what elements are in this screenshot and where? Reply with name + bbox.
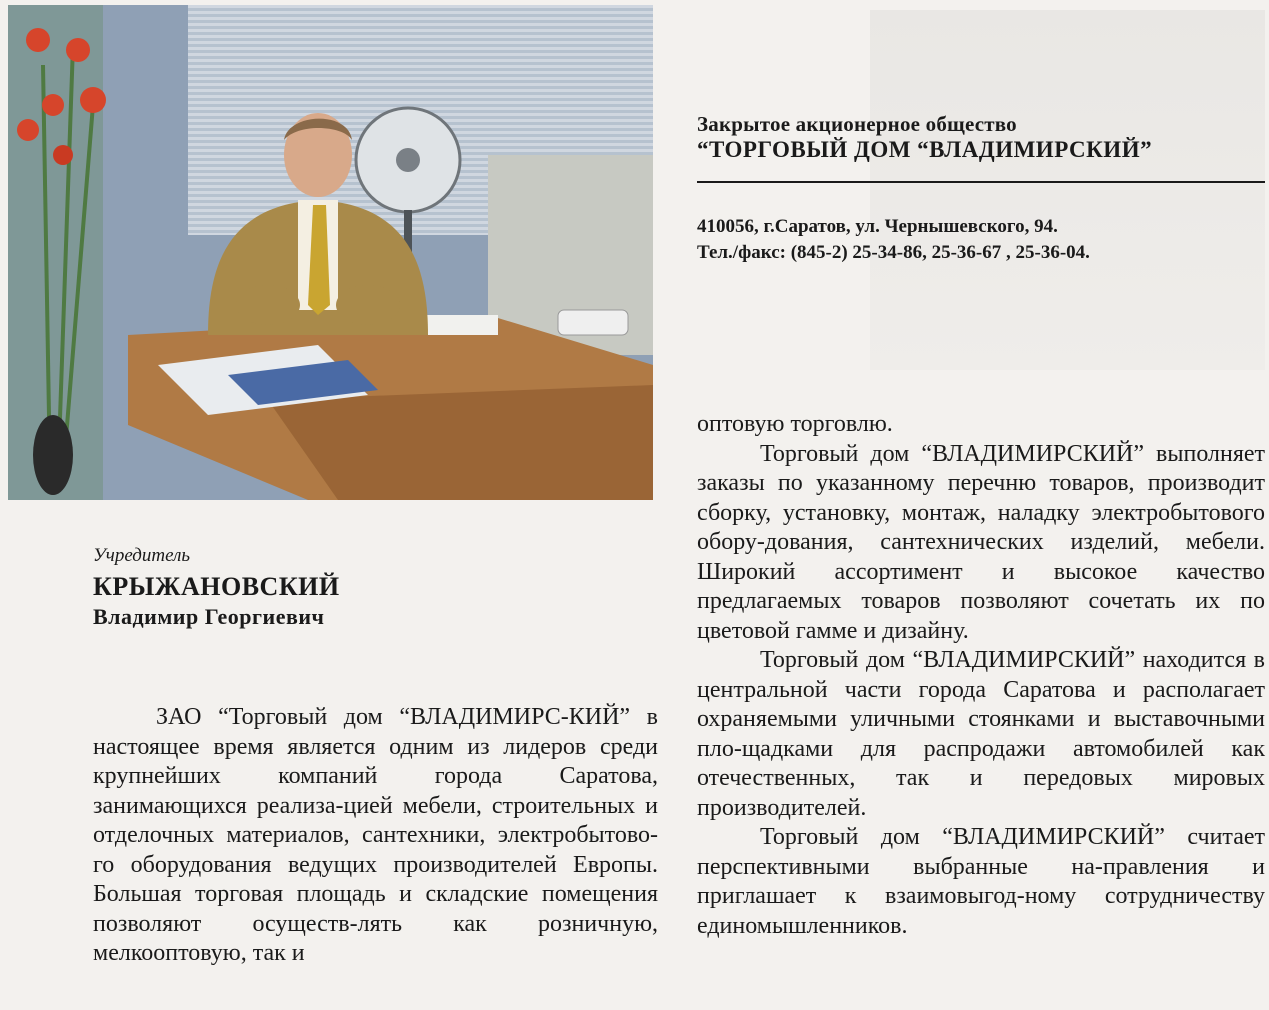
header-divider bbox=[697, 181, 1265, 183]
caption-surname: КРЫЖАНОВСКИЙ bbox=[93, 572, 340, 601]
caption-role: Учредитель bbox=[93, 545, 191, 566]
right-paragraph-2: Торговый дом “ВЛАДИМИРСКИЙ” находится в центральной части города Саратова и располагает охраняемыми уличными стоянками и выставочными пло-щадками для распродажи автомобилей как отечественных, так и передовых мировых производителей. bbox=[697, 647, 1265, 821]
left-body-paragraph: ЗАО “Торговый дом “ВЛАДИМИРС-КИЙ” в настоящее время является одним из лидеров среди крупнейших компаний города Саратова, занимающихся реализа-цией мебели, строительных и отделочных материалов, сантехники, электробытово-го оборудования ведущих производителей Европы. Большая торговая площадь и складские помещения позволяют осуществ-лять как розничную, мелкооптовую, так и bbox=[93, 704, 658, 966]
right-continuation: оптовую торговлю. bbox=[697, 411, 893, 437]
company-name: “ТОРГОВЫЙ ДОМ “ВЛАДИМИРСКИЙ” bbox=[697, 137, 1153, 162]
right-paragraph-1: Торговый дом “ВЛАДИМИРСКИЙ” выполняет заказы по указанному перечню товаров, производит сборку, установку, монтаж, наладку электробытового обору-дования, сантехнических изделий, мебели. Широкий ассортимент и высокое качество предлагаемых товаров позволяют сочетать их по цветовой гамме и дизайну. bbox=[697, 440, 1265, 644]
caption-name: Владимир Георгиевич bbox=[93, 604, 325, 629]
photo-illustration bbox=[8, 5, 653, 500]
right-body-column bbox=[697, 410, 1265, 941]
contacts-block bbox=[697, 214, 1267, 266]
bleed-through-area bbox=[870, 10, 1265, 370]
office-portrait-photo bbox=[8, 5, 653, 500]
company-type: Закрытое акционерное общество bbox=[697, 112, 1017, 136]
phone-fax: Тел./факс: (845-2) 25-34-86, 25-36-67 , 25-36-04. bbox=[697, 242, 1090, 263]
right-paragraph-3: Торговый дом “ВЛАДИМИРСКИЙ” считает перспективными выбранные на-правления и приглашает к взаимовыгод-ному сотрудничеству единомышленников. bbox=[697, 824, 1265, 939]
roses-icon bbox=[8, 5, 106, 500]
address: 410056, г.Саратов, ул. Чернышевского, 94. bbox=[697, 216, 1058, 237]
company-header bbox=[697, 112, 1267, 163]
